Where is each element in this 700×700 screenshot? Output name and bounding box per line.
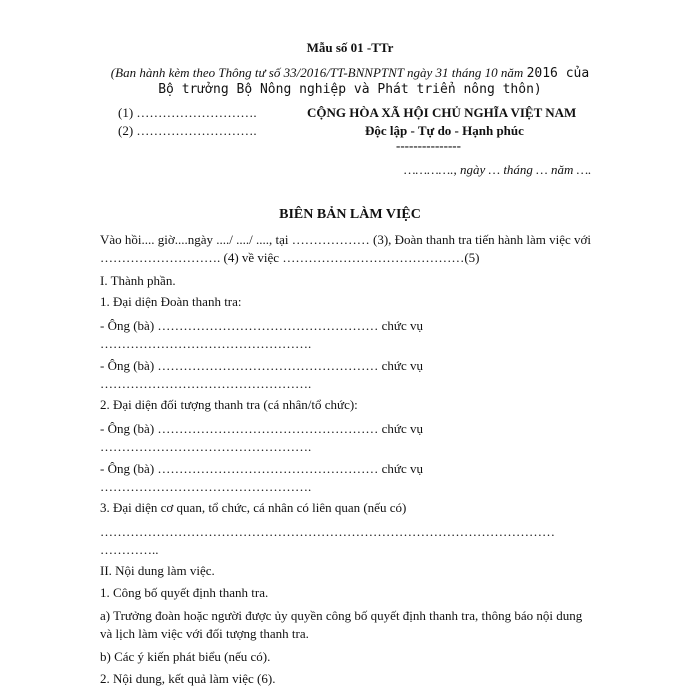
field-1: (1) ………………………. (118, 105, 257, 120)
issuance-year: 2016 của (526, 66, 590, 81)
rep-dots: …………………………………………. (100, 479, 312, 494)
rep-line: - Ông (bà) …………………………………………… chức vụ (100, 421, 423, 436)
sub-1b: b) Các ý kiến phát biểu (nếu có). (100, 649, 271, 664)
related-dots-tail: ………….. (100, 542, 159, 557)
sub-1a-line-1: a) Trưởng đoàn hoặc người được ủy quyền công bố quyết định thanh tra, thông báo nội dung (100, 608, 583, 623)
item-related-parties: 3. Đại diện cơ quan, tổ chức, cá nhân có liên quan (nếu có) (100, 500, 407, 515)
sub-2: 2. Nội dung, kết quả làm việc (6). (100, 671, 276, 686)
document-title: BIÊN BẢN LÀM VIỆC (279, 207, 421, 222)
section-composition: I. Thành phần. (100, 273, 176, 288)
rep-dots: …………………………………………. (100, 336, 312, 351)
rep-line: - Ông (bà) …………………………………………… chức vụ (100, 318, 423, 333)
rep-dots: …………………………………………. (100, 439, 312, 454)
rep-dots: …………………………………………. (100, 376, 312, 391)
form-number: Mẫu số 01 -TTr (306, 40, 394, 55)
related-dots-long: …………………………………………………………………………………………… (100, 524, 555, 539)
intro-line-1: Vào hồi.... giờ....ngày ..../ ..../ ...., tại ……………… (3), Đoàn thanh tra tiến hành làm việc với (100, 232, 592, 247)
date-line: …………., ngày … tháng … năm …. (404, 162, 592, 177)
sub-announce-decision: 1. Công bố quyết định thanh tra. (100, 585, 269, 600)
intro-line-2: ………………………. (4) về việc ……………………………………(5) (100, 250, 480, 265)
item-inspected-party: 2. Đại diện đối tượng thanh tra (cá nhân/tổ chức): (100, 397, 358, 412)
issuance-note (0, 65, 700, 81)
item-inspection-team: 1. Đại diện Đoàn thanh tra: (100, 294, 242, 309)
issuance-note-text: (Ban hành kèm theo Thông tư số 33/2016/TT-BNNPTNT ngày 31 tháng 10 năm (110, 65, 527, 80)
issuance-note-line2: Bộ trưởng Bộ Nông nghiệp và Phát triển nông thôn) (158, 82, 542, 97)
rep-line: - Ông (bà) …………………………………………… chức vụ (100, 358, 423, 373)
motto: Độc lập - Tự do - Hạnh phúc (365, 123, 524, 138)
sub-1a-line-2: và lịch làm việc với đối tượng thanh tra. (100, 626, 309, 641)
republic-heading: CỘNG HÒA XÃ HỘI CHỦ NGHĨA VIỆT NAM (307, 105, 577, 120)
field-2: (2) ………………………. (118, 123, 257, 138)
motto-divider: --------------- (396, 138, 461, 153)
section-content: II. Nội dung làm việc. (100, 563, 215, 578)
rep-line: - Ông (bà) …………………………………………… chức vụ (100, 461, 423, 476)
